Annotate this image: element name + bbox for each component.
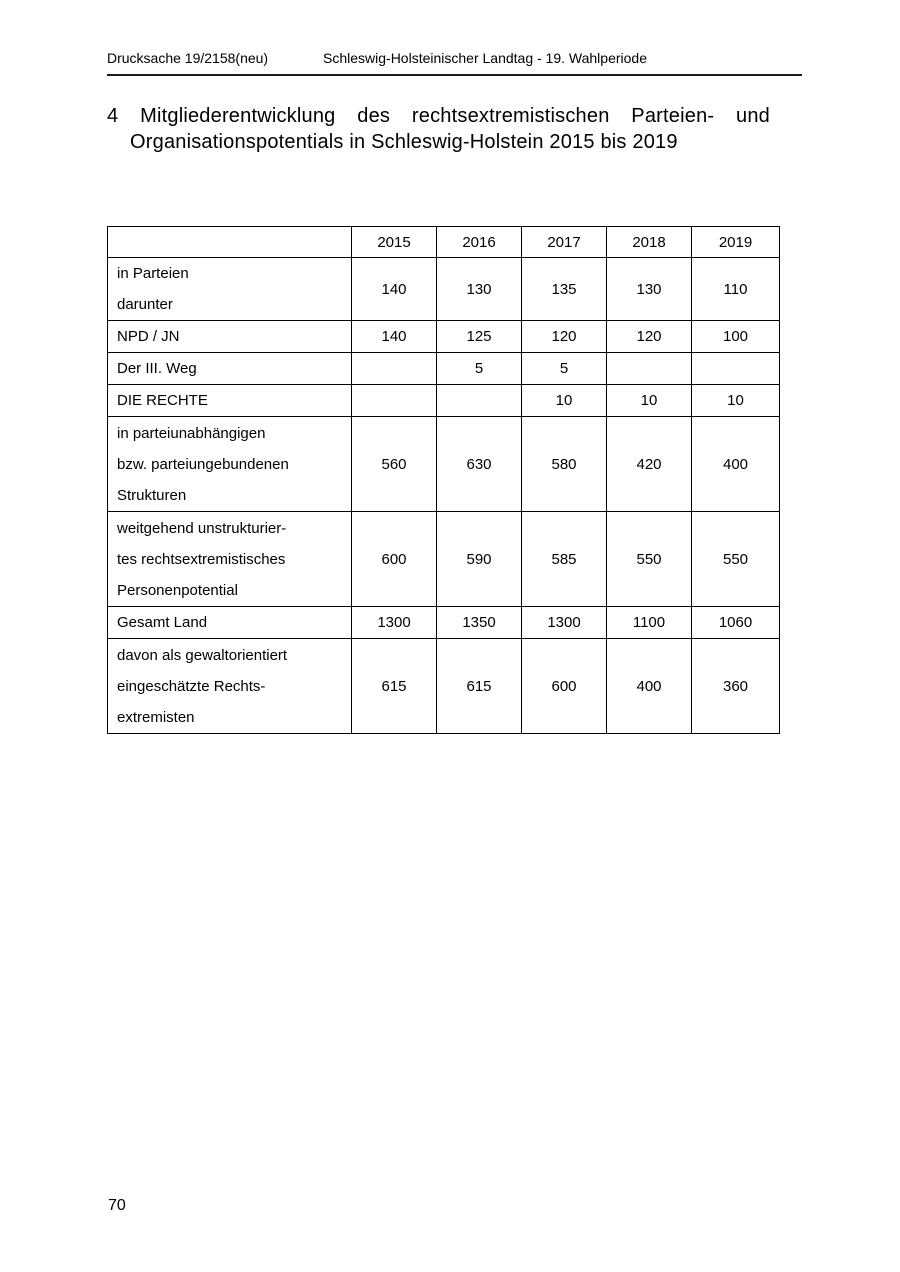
row-label (108, 639, 352, 734)
value-cell: 585 (522, 512, 607, 607)
table-row (108, 512, 780, 607)
value-cell: 580 (522, 417, 607, 512)
value-cell: 10 (522, 385, 607, 417)
row-label-line: weitgehend unstrukturier- (117, 519, 287, 537)
row-label-line: bzw. parteiungebundenen (117, 455, 289, 473)
value-cell: 10 (607, 385, 692, 417)
row-label (108, 607, 352, 639)
value-cell: 615 (437, 639, 522, 734)
row-label (108, 417, 352, 512)
row-label-line: davon als gewaltorientiert (117, 646, 288, 664)
row-label-line: tes rechtsextremistisches (117, 550, 286, 568)
table-row (108, 258, 780, 321)
value-cell: 590 (437, 512, 522, 607)
header-doc-number: Drucksache 19/2158(neu) (107, 50, 269, 66)
value-cell (352, 385, 437, 417)
title-line-2: Organisationspotentials in Schleswig-Holstein 2015 bis 2019 (130, 131, 678, 153)
table-header-row (108, 227, 780, 258)
value-cell: 400 (692, 417, 780, 512)
table-row (108, 607, 780, 639)
table-row (108, 321, 780, 353)
row-label-line: extremisten (117, 708, 195, 726)
value-cell (692, 353, 780, 385)
value-cell: 550 (607, 512, 692, 607)
value-cell: 140 (352, 258, 437, 321)
row-label-line: Personenpotential (117, 581, 238, 599)
value-cell: 420 (607, 417, 692, 512)
row-label-line: in parteiunabhängigen (117, 424, 266, 442)
value-cell: 130 (607, 258, 692, 321)
value-cell: 600 (522, 639, 607, 734)
page-title (107, 103, 770, 155)
row-label-line: Der III. Weg (117, 360, 197, 377)
value-cell: 615 (352, 639, 437, 734)
row-label-line: in Parteien (117, 265, 189, 282)
year-column-header: 2018 (607, 227, 692, 258)
value-cell: 10 (692, 385, 780, 417)
row-label-line: eingeschätzte Rechts- (117, 677, 266, 695)
value-cell: 5 (522, 353, 607, 385)
row-label-line: Strukturen (117, 486, 187, 504)
year-column-header: 2016 (437, 227, 522, 258)
value-cell: 130 (437, 258, 522, 321)
row-label-line: NPD / JN (117, 328, 180, 345)
table-row (108, 417, 780, 512)
year-column-header: 2015 (352, 227, 437, 258)
value-cell: 1100 (607, 607, 692, 639)
value-cell: 100 (692, 321, 780, 353)
value-cell: 550 (692, 512, 780, 607)
row-label-line: DIE RECHTE (117, 392, 208, 409)
value-cell (437, 385, 522, 417)
value-cell: 1300 (522, 607, 607, 639)
corner-cell (108, 227, 352, 258)
value-cell: 360 (692, 639, 780, 734)
value-cell: 1060 (692, 607, 780, 639)
table-row (108, 353, 780, 385)
value-cell: 5 (437, 353, 522, 385)
row-label (108, 258, 352, 321)
year-column-header: 2019 (692, 227, 780, 258)
row-label-line: Gesamt Land (117, 614, 208, 631)
value-cell: 560 (352, 417, 437, 512)
membership-table (107, 226, 780, 734)
row-label (108, 512, 352, 607)
value-cell: 110 (692, 258, 780, 321)
page-header (107, 48, 802, 76)
table-row (108, 385, 780, 417)
value-cell: 600 (352, 512, 437, 607)
value-cell (607, 353, 692, 385)
value-cell: 400 (607, 639, 692, 734)
value-cell: 140 (352, 321, 437, 353)
header-parliament-label: Schleswig-Holsteinischer Landtag - 19. Wahlperiode (323, 50, 647, 66)
value-cell: 120 (522, 321, 607, 353)
title-line-1: 4 Mitgliederentwicklung des rechtsextremistischen Parteien- und (107, 105, 770, 127)
value-cell: 135 (522, 258, 607, 321)
value-cell: 120 (607, 321, 692, 353)
value-cell: 1350 (437, 607, 522, 639)
value-cell: 630 (437, 417, 522, 512)
row-label (108, 385, 352, 417)
year-column-header: 2017 (522, 227, 607, 258)
value-cell: 125 (437, 321, 522, 353)
value-cell (352, 353, 437, 385)
row-label (108, 321, 352, 353)
table-row (108, 639, 780, 734)
row-label-line: darunter (117, 296, 173, 313)
page-number: 70 (108, 1197, 126, 1214)
row-label (108, 353, 352, 385)
value-cell: 1300 (352, 607, 437, 639)
